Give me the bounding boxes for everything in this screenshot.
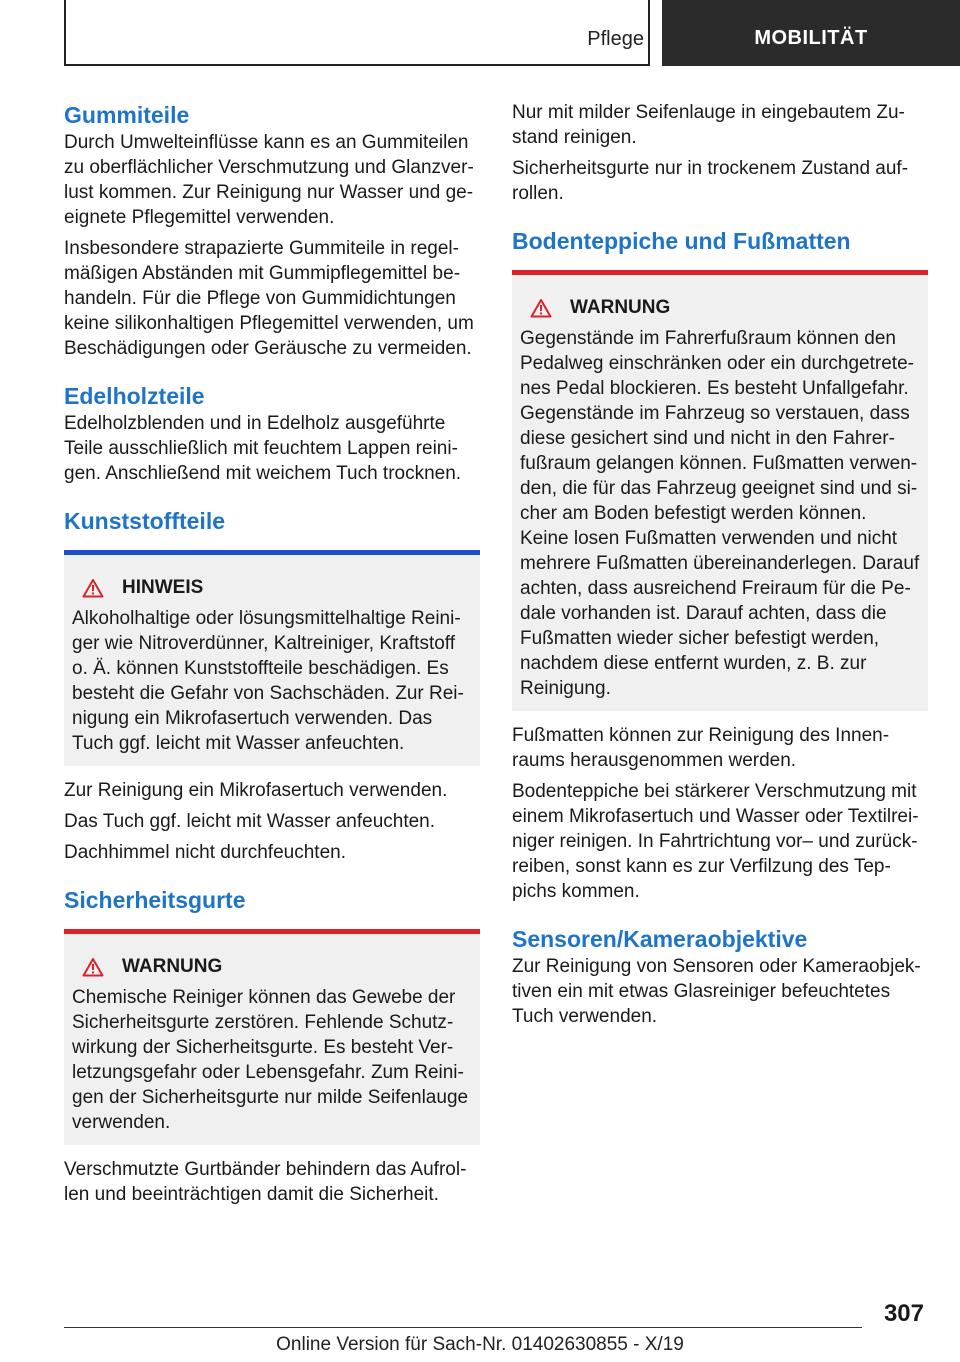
paragraph: Insbesondere strapazierte Gummiteile in regelmäßigen Abständen mit Gummipflegemittel behandeln. Für die Pflege von Gummidichtungen keine silikonhaltigen Pflegemittel verwenden, um Beschädigungen oder Geräusche zu vermeiden. [64,238,474,359]
paragraph: Nur mit milder Seifenlauge in eingebautem Zustand reinigen. [512,102,905,148]
warning-box [64,929,480,1145]
notice-title-text: HINWEIS [122,577,204,598]
heading-sicherheitsgurte: Sicherheitsgurte [64,887,246,913]
notice-title [72,575,472,600]
paragraph: Dachhimmel nicht durchfeuchten. [64,842,346,863]
paragraph: Zur Reinigung von Sensoren oder Kameraobjektiven ein mit etwas Glasreiniger befeuchtetes Tuch verwenden. [512,956,921,1027]
header-section-label: Pflege [587,28,644,50]
paragraph: Bodenteppiche bei stärkerer Verschmutzung mit einem Mikrofasertuch und Wasser oder Textilreiniger reinigen. In Fahrtrichtung vor– und zurückreiben, sonst kann es zur Verfilzung des Teppichs kommen. [512,781,919,902]
header-chapter-tab: MOBILITÄT [662,0,960,66]
paragraph: Durch Umwelteinflüsse kann es an Gummiteilen zu oberflächlicher Verschmutzung und Glanzverlust kommen. Zur Reinigung nur Wasser und geeignete Pflegemittel verwenden. [64,132,474,228]
warning-title [72,954,472,979]
header-rule-left [64,0,66,66]
warning-text: Chemische Reiniger können das Gewebe der Sicherheitsgurte zerstören. Fehlende Schutzwirkung der Sicherheitsgurte. Es besteht Verletzungsgefahr oder Lebensgefahr. Zum Reinigen der Sicherheitsgurte nur milde Seifenlauge verwenden. [72,987,469,1133]
warning-box [512,270,928,711]
heading-kunststoffteile: Kunststoffteile [64,508,225,534]
paragraph: Fußmatten können zur Reinigung des Innenraums herausgenommen werden. [512,725,890,771]
heading-sensoren: Sensoren/Kameraobjektive [512,926,808,952]
warning-triangle-icon [82,578,104,598]
heading-bodenteppiche: Bodenteppiche und Fußmatten [512,228,851,254]
right-column [512,100,928,1029]
paragraph: Verschmutzte Gurtbänder behindern das Aufrollen und beeinträchtigen damit die Sicherheit. [64,1159,467,1205]
warning-title-text: WARNUNG [570,297,671,318]
header-rule-divider [648,0,650,66]
footer-rule [64,1327,862,1328]
left-column [64,100,480,1207]
header-rule-bottom [64,64,650,66]
warning-text: Gegenstände im Fahrerfußraum können den Pedalweg einschränken oder ein durchgetretenes Pedal blockieren. Es besteht Unfallgefahr. Gegenstände im Fahrzeug so verstauen, dass diese gesichert sind und nicht in den Fahrerfußraum gelangen können. Fußmatten verwenden, die für das Fahrzeug geeignet sind und sicher am Boden befestigt werden können. [520,328,918,524]
paragraph: Das Tuch ggf. leicht mit Wasser anfeuchten. [64,811,436,832]
paragraph: Edelholzblenden und in Edelholz ausgeführte Teile ausschließlich mit feuchtem Lappen reinigen. Anschließend mit weichem Tuch trocknen. [64,413,462,484]
warning-text: Keine losen Fußmatten verwenden und nicht mehrere Fußmatten übereinanderlegen. Darauf achten, dass ausreichend Freiraum für die Pedale vorhanden ist. Darauf achten, dass die Fußmatten wieder sicher befestigt werden, nachdem diese entfernt wurden, z. B. zur Reinigung. [520,528,920,699]
heading-gummiteile: Gummiteile [64,102,190,128]
paragraph: Zur Reinigung ein Mikrofasertuch verwenden. [64,780,448,801]
notice-text: Alkoholhaltige oder lösungsmittelhaltige Reiniger wie Nitroverdünner, Kaltreiniger, Kraftstoff o. Ä. können Kunststoffteile beschädigen. Es besteht die Gefahr von Sachschäden. Zur Reinigung ein Mikrofasertuch verwenden. Das Tuch ggf. leicht mit Wasser anfeuchten. [72,608,464,754]
heading-edelholzteile: Edelholzteile [64,383,205,409]
page-number: 307 [883,1300,924,1327]
warning-title-text: WARNUNG [122,956,223,977]
warning-title [520,295,920,320]
page-header [0,0,960,66]
warning-triangle-icon [530,298,552,318]
warning-triangle-icon [82,957,104,977]
footer-version-text: Online Version für Sach-Nr. 01402630855 - X/19 [276,1334,684,1355]
notice-box [64,550,480,766]
paragraph: Sicherheitsgurte nur in trockenem Zustand aufrollen. [512,158,909,204]
